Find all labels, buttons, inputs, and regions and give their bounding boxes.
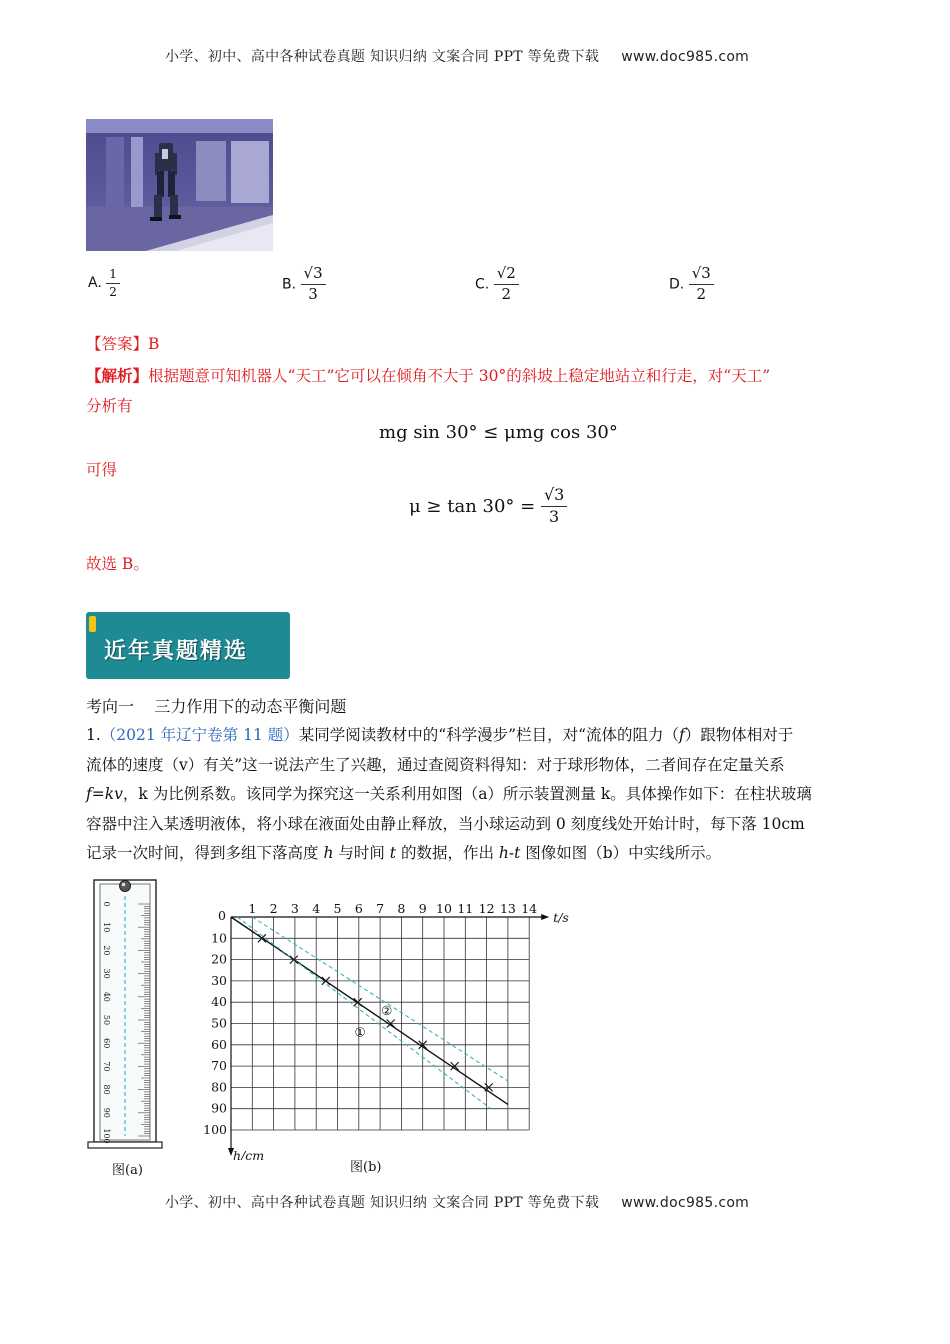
option-b-label: B. (282, 276, 297, 293)
page-header (165, 46, 749, 66)
scale-label: 90 (102, 1107, 111, 1118)
question-line3 (86, 780, 858, 810)
scale-label: 50 (102, 1014, 111, 1026)
option-b-num: √3 (301, 266, 326, 285)
footer-text: 小学、初中、高中各种试卷真题 知识归纳 文案合同 PPT 等免费下载 (165, 1195, 600, 1211)
figure-b-caption: 图(b) (350, 1160, 382, 1175)
option-c-label: C. (475, 276, 490, 293)
x-tick-label: 4 (312, 901, 321, 916)
x-axis-arrow (541, 914, 549, 920)
question-text2: ）跟物体相对于 (684, 726, 794, 744)
question-line5a: 记录一次时间，得到多组下落高度 (86, 844, 324, 862)
question-h: h (323, 844, 334, 862)
option-b-fraction (301, 266, 326, 303)
scale-label: 20 (102, 945, 111, 956)
y-tick-label: 90 (211, 1100, 227, 1116)
y-tick-label: 80 (211, 1079, 227, 1095)
question-line5 (86, 839, 858, 869)
footer-site: www.doc985.com (621, 1195, 750, 1211)
scale-label: 60 (102, 1038, 111, 1049)
question-line5b: 与时间 (333, 844, 390, 862)
figure-b (200, 898, 580, 1178)
question-source: （2021 年辽宁卷第 11 题） (100, 726, 299, 744)
option-a-num: 1 (106, 268, 120, 284)
figure-a-caption: 图(a) (112, 1163, 143, 1178)
option-d (669, 266, 714, 303)
analysis-line2: 分析有 (86, 397, 133, 415)
question-line3-text: ，k 为比例系数。该同学为探究这一关系利用如图（a）所示装置测量 k。具体操作如下：在柱状玻璃 (122, 785, 812, 803)
scale-label: 70 (102, 1061, 111, 1072)
scale-label: 0 (102, 901, 111, 907)
x-tick-label: 13 (499, 901, 516, 916)
x-tick-label: 14 (521, 901, 538, 916)
x-tick-label: 11 (457, 901, 474, 916)
formula-1-text: mg sin 30° ≤ μmg cos 30° (379, 422, 618, 443)
formula-2-num: √3 (541, 487, 567, 507)
scale-label: 100 (102, 1128, 111, 1144)
fit-line (231, 917, 508, 1104)
origin-label: 0 (218, 908, 226, 923)
option-b (282, 266, 326, 303)
y-tick-label: 100 (203, 1122, 227, 1137)
x-tick-label: 6 (354, 901, 363, 916)
y-tick-label: 30 (211, 972, 227, 988)
question-text1: 某同学阅读教材中的“科学漫步”栏目，对“流体的阻力（ (298, 726, 680, 744)
x-tick-label: 9 (418, 901, 427, 916)
figure-a-cylinder (86, 874, 166, 1164)
scale-label: 40 (102, 991, 111, 1002)
question-line4: 容器中注入某透明液体，将小球在液面处由静止释放，当小球运动到 0 刻度线处开始计时，每下落 10cm (86, 814, 805, 833)
x-tick-label: 1 (248, 901, 257, 916)
question-number: 1. (86, 726, 101, 744)
question-line5c: 的数据，作出 (396, 844, 499, 862)
option-d-num: √3 (689, 266, 714, 285)
question-t: t (389, 844, 397, 862)
y-tick-label: 60 (211, 1036, 227, 1052)
y-tick-label: 10 (211, 930, 227, 946)
formula-2 (409, 487, 567, 526)
option-b-den: 3 (308, 284, 318, 303)
formula-2-fraction (541, 487, 567, 526)
y-tick-label: 20 (211, 951, 227, 967)
y-tick-label: 50 (211, 1015, 227, 1031)
annotation-2: ② (381, 1002, 393, 1018)
figure-a (86, 874, 166, 1184)
option-c-den: 2 (501, 284, 512, 303)
option-a-den: 2 (109, 284, 117, 299)
x-tick-label: 7 (376, 901, 385, 916)
analysis-line1 (86, 364, 866, 386)
scale-label: 80 (102, 1084, 111, 1095)
option-d-label: D. (669, 276, 685, 293)
page-footer (165, 1192, 749, 1212)
y-tick-label: 70 (211, 1058, 227, 1074)
header-text: 小学、初中、高中各种试卷真题 知识归纳 文案合同 PPT 等免费下载 (165, 49, 600, 65)
option-c-num: √2 (494, 266, 519, 285)
h-t-chart (200, 898, 580, 1160)
banner-tab (89, 616, 96, 632)
x-tick-label: 3 (290, 901, 299, 916)
option-c (475, 266, 519, 303)
scale-label: 10 (102, 922, 111, 933)
option-a-label: A. (88, 275, 102, 292)
formula-1 (379, 422, 618, 443)
option-a-fraction (106, 268, 120, 298)
x-tick-label: 8 (397, 901, 406, 916)
header-site: www.doc985.com (621, 49, 750, 65)
dashed-line-① (237, 917, 490, 1109)
x-tick-label: 5 (333, 901, 342, 916)
analysis-text1: 根据题意可知机器人“天工”它可以在倾角不大于 30°的斜坡上稳定地站立和行走，对“天工” (148, 367, 771, 385)
section-title: 考向一 三力作用下的动态平衡问题 (86, 697, 347, 716)
x-tick-label: 10 (436, 901, 452, 916)
x-tick-label: 2 (269, 901, 278, 916)
question-body (86, 721, 858, 869)
y-axis-label: h/cm (233, 1148, 265, 1160)
analysis-conclusion: 故选 B。 (86, 555, 149, 573)
analysis-keyi: 可得 (86, 461, 118, 479)
option-c-fraction (494, 266, 519, 303)
x-axis-label: t/s (553, 910, 569, 925)
formula-2-lhs: μ ≥ tan 30° = (409, 495, 536, 517)
question-line1 (86, 721, 858, 751)
x-tick-label: 12 (478, 901, 495, 916)
question-line2: 流体的速度（v）有关”这一说法产生了兴趣，通过查阅资料得知：对于球形物体，二者间存在定量关系 (86, 755, 785, 774)
robot-on-slope-photo (86, 119, 273, 251)
answer: 【答案】B (86, 335, 160, 353)
section-banner (86, 612, 290, 679)
formula-2-den: 3 (549, 506, 560, 526)
option-d-den: 2 (696, 284, 707, 303)
y-tick-label: 40 (211, 994, 227, 1010)
option-d-fraction (689, 266, 714, 303)
option-a (88, 268, 120, 298)
annotation-1: ① (354, 1024, 366, 1040)
question-line5d: 图像如图（b）中实线所示。 (520, 844, 722, 862)
banner-title: 近年真题精选 (104, 639, 249, 664)
scale-label: 30 (102, 968, 111, 979)
question-formula-fkv: f=kv (86, 785, 123, 803)
question-f: f (679, 726, 685, 744)
question-ht: h-t (498, 844, 521, 862)
analysis-tag: 【解析】 (86, 366, 149, 385)
